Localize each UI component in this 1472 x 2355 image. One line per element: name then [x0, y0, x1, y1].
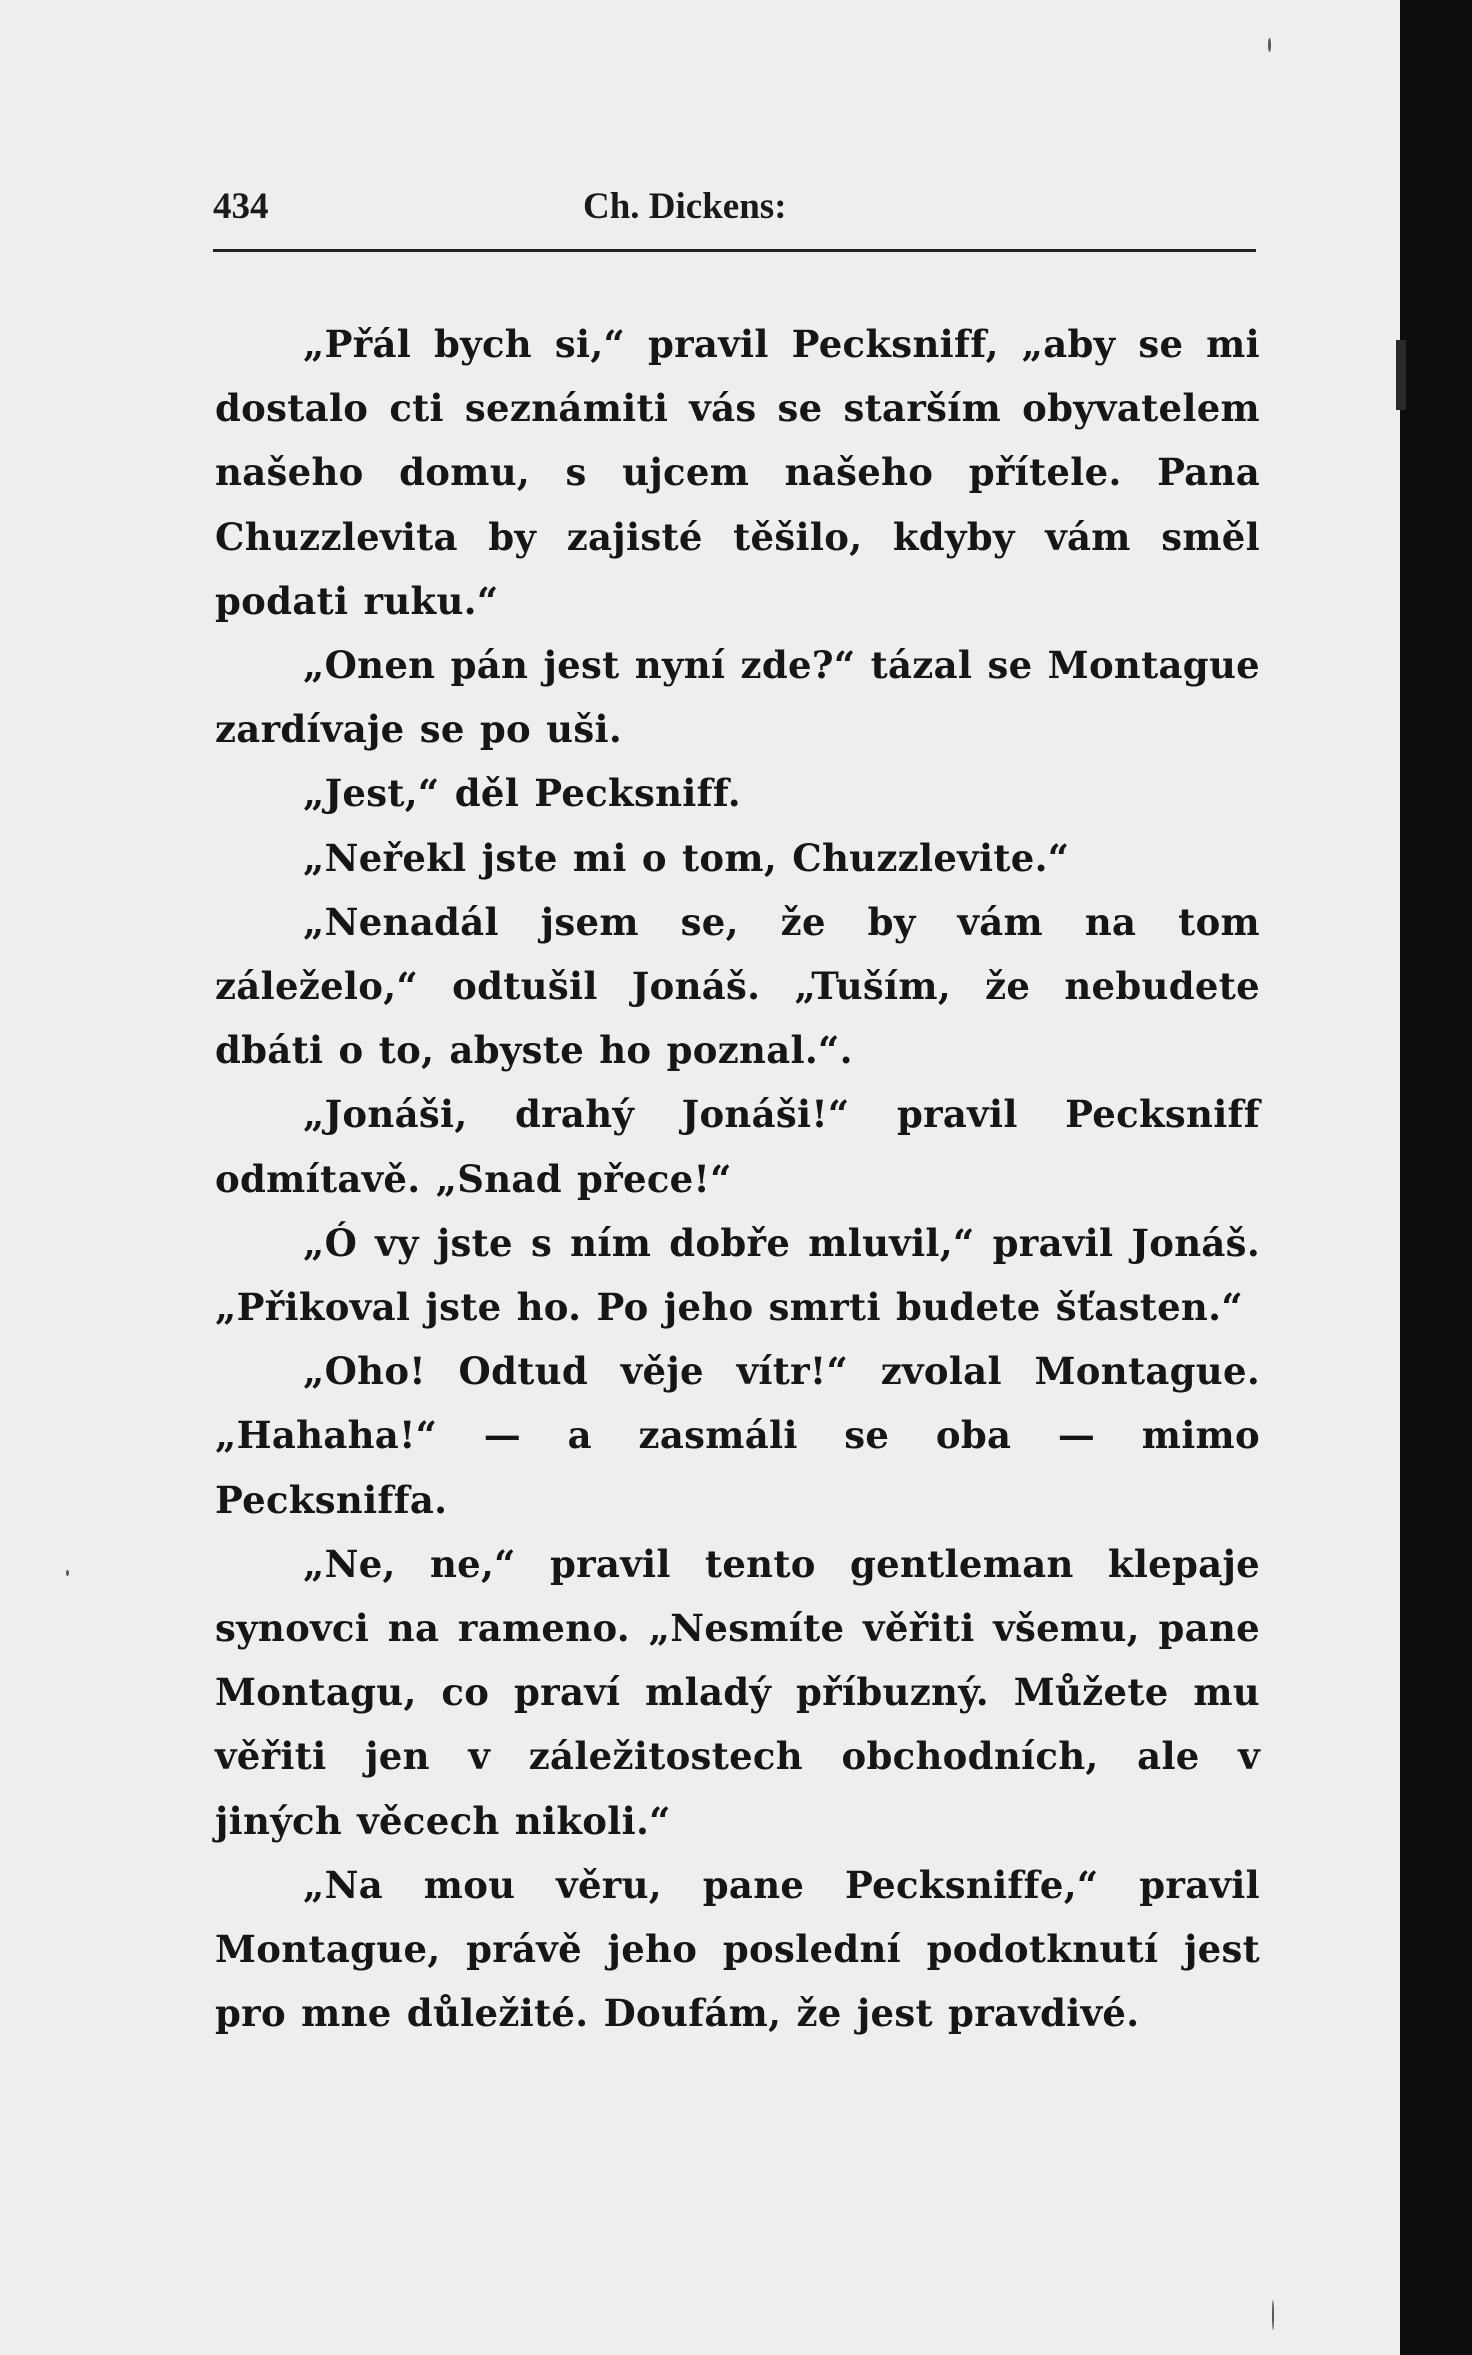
paragraph: „Oho! Odtud věje vítr!“ zvolal Montague. „Hahaha!“ — a zasmáli se oba — mimo Pecksniffa.	[215, 1349, 1260, 1522]
paragraph: „Jest,“ děl Pecksniff.	[303, 771, 741, 816]
scan-speck	[1268, 38, 1271, 52]
running-head: Ch. Dickens:	[583, 186, 787, 227]
body-text	[215, 312, 1260, 2045]
paragraph: „Na mou věru, pane Pecksniffe,“ pravil Montague, právě jeho poslední podotknutí jest pro mne důležité. Doufám, že jest pravdivé.	[215, 1862, 1260, 2036]
paragraph: „Neřekl jste mi o tom, Chuzzlevite.“	[303, 835, 1070, 880]
paragraph: „Ne, ne,“ pravil tento gentleman klepaje synovci na rameno. „Nesmíte věřiti všemu, pane Montagu, co praví mladý příbuzný. Můžete mu věřiti jen v záležitostech obchodních, ale v jiných věcech nikoli.“	[215, 1541, 1260, 1843]
scan-speck	[1272, 2300, 1274, 2330]
scan-speck	[66, 1570, 69, 1576]
page-edge-shadow	[1400, 0, 1472, 2355]
page-number: 434	[213, 186, 269, 227]
paragraph: „Nenadál jsem se, že by vám na tom záleželo,“ odtušil Jonáš. „Tuším, že nebudete dbáti o to, abyste ho poznal.“.	[215, 899, 1260, 1073]
paragraph: „Onen pán jest nyní zde?“ tázal se Montague zardívaje se po uši.	[215, 643, 1260, 752]
page-header	[213, 185, 1256, 235]
paragraph: „Jonáši, drahý Jonáši!“ pravil Pecksniff odmítavě. „Snad přece!“	[215, 1092, 1260, 1201]
paragraph: „Ó vy jste s ním dobře mluvil,“ pravil Jonáš. „Přikoval jste ho. Po jeho smrti budete šťasten.“	[215, 1220, 1260, 1330]
paragraph: „Přál bych si,“ pravil Pecksniff, „aby se mi dostalo cti seznámiti vás se starším obyvatelem našeho domu, s ujcem našeho přítele. Pana Chuzzlevita by zajisté těšilo, kdyby vám směl podati ruku.“	[215, 322, 1260, 623]
header-rule	[213, 249, 1256, 252]
